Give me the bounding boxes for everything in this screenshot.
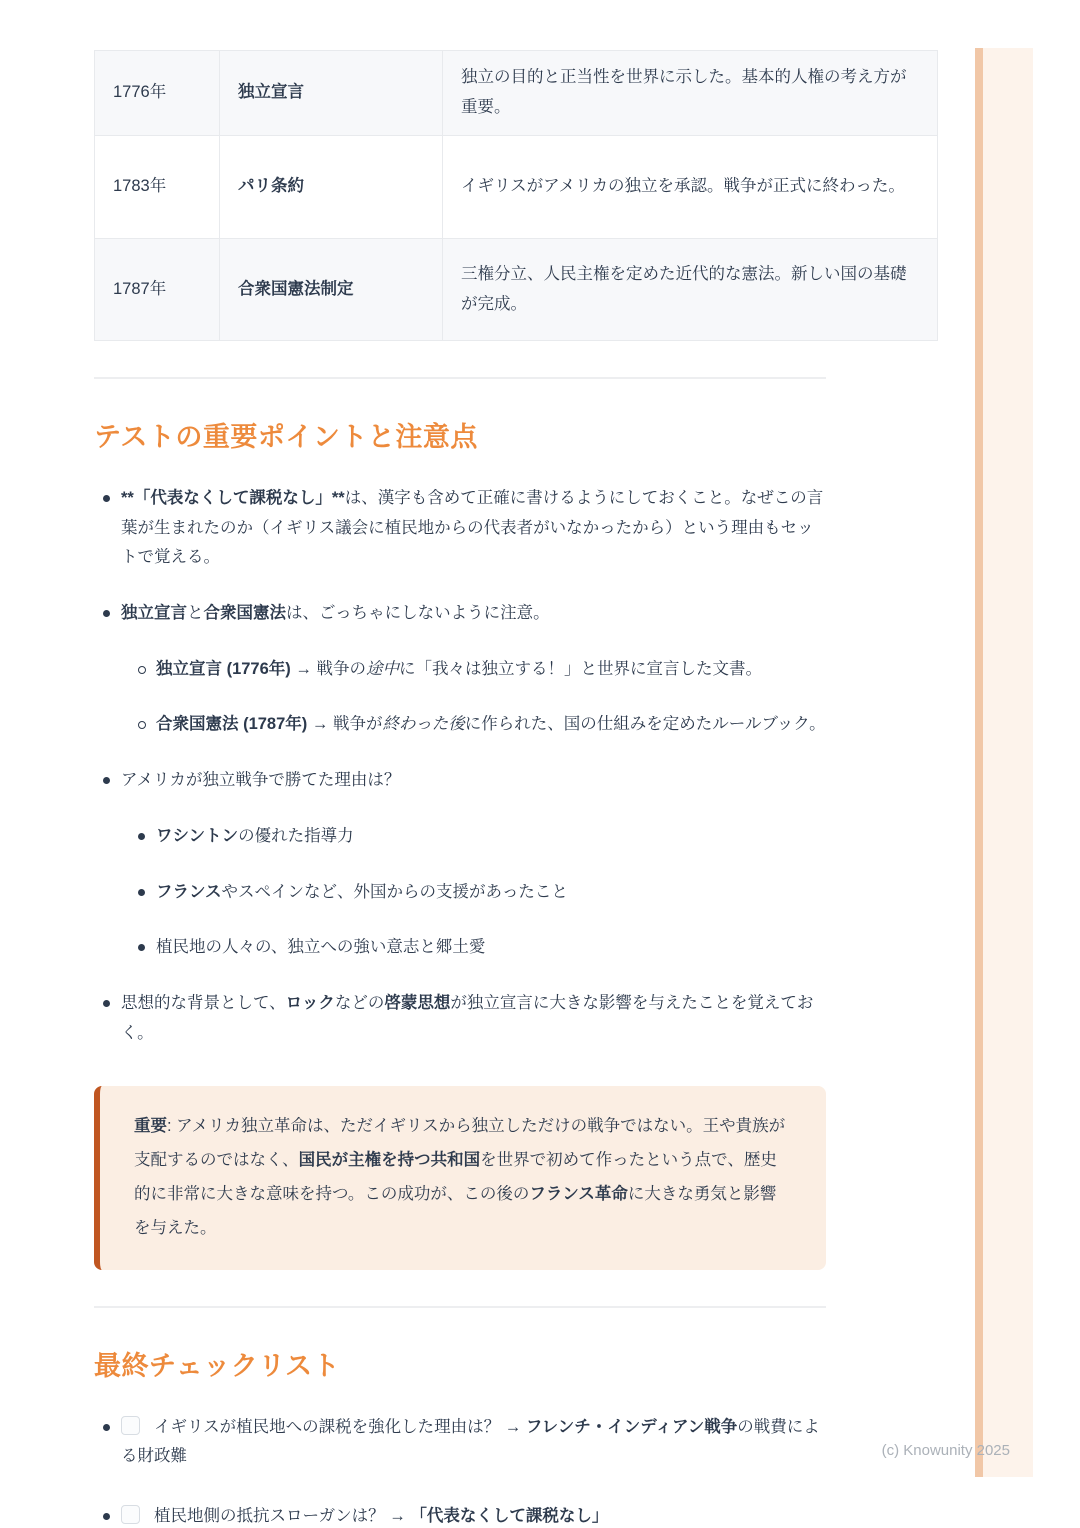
text-segment: 独立宣言 — [121, 604, 187, 623]
page-content — [94, 0, 907, 1528]
bullet-text — [156, 710, 826, 740]
right-margin-stripe-line — [975, 48, 983, 1477]
text-segment: の優れた指導力 — [238, 826, 354, 845]
event-cell: パリ条約 — [220, 136, 443, 239]
section-title-key-points: テストの重要ポイントと注意点 — [94, 422, 478, 452]
text-segment: は、漢字も含めて正確に書けるようにしておくこと。なぜこの言葉が生まれたのか（イギリス議会に植民地からの代表者がいなかったから）という理由もセットで覚える。 — [121, 489, 824, 567]
text-segment: 独立宣言 (1776年) — [156, 659, 291, 678]
key-points-list — [94, 484, 826, 1048]
text-segment: 植民地の人々の、独立への強い意志と郷土愛 — [156, 938, 486, 957]
text-segment: と — [187, 604, 204, 623]
description-cell: 三権分立、人民主権を定めた近代的な憲法。新しい国の基礎が完成。 — [443, 239, 938, 341]
text-segment: ワシントン — [156, 826, 239, 845]
sub-bullet-item — [129, 878, 826, 908]
text-segment: 途中 — [365, 659, 399, 678]
bullet-text — [121, 484, 826, 573]
bullet-marker — [103, 1424, 110, 1431]
text-segment: などの — [334, 993, 385, 1012]
text-segment: 国民が主権を持つ共和国 — [298, 1151, 481, 1170]
checklist-text — [121, 1502, 826, 1528]
text-segment: に「我々は独立する！」と世界に宣言した文書。 — [398, 659, 762, 678]
text-segment: 合衆国憲法 (1787年) — [156, 715, 308, 734]
bullet-marker — [138, 721, 146, 729]
table-row — [95, 51, 938, 136]
bullet-text — [156, 655, 826, 685]
checkbox[interactable] — [121, 1505, 140, 1524]
text-segment: の戦費による財政難 — [121, 1417, 820, 1466]
right-margin-stripe — [983, 48, 1033, 1477]
section-title-checklist: 最終チェックリスト — [94, 1350, 341, 1381]
text-segment: やスペインなど、外国からの支援があったこと — [221, 882, 568, 901]
timeline-table — [94, 50, 938, 341]
bullet-text — [121, 766, 826, 796]
text-segment: 終わった後 — [382, 715, 465, 734]
text-segment: フランス — [156, 882, 222, 901]
important-callout — [94, 1086, 826, 1269]
section-divider-2 — [94, 1306, 826, 1308]
text-segment: は、ごっちゃにしないように注意。 — [286, 604, 550, 623]
bullet-text — [156, 878, 826, 908]
table-row — [95, 239, 938, 341]
table-row — [95, 136, 938, 239]
year-cell: 1783年 — [95, 136, 220, 239]
description-cell: イギリスがアメリカの独立を承認。戦争が正式に終わった。 — [443, 136, 938, 239]
sub-bullet-item — [129, 655, 826, 685]
checklist-item — [94, 1413, 826, 1472]
text-segment: 「代表なくして課税なし」 — [410, 1506, 609, 1525]
bullet-item — [94, 599, 826, 629]
bullet-marker — [138, 944, 145, 951]
text-segment: 啓蒙思想 — [384, 993, 451, 1012]
event-cell: 合衆国憲法制定 — [220, 239, 443, 341]
text-segment: イギリスが植民地への課税を強化した理由は？ → — [154, 1417, 526, 1436]
bullet-item — [94, 989, 826, 1048]
text-segment: **「代表なくして課税なし」** — [121, 489, 345, 507]
bullet-marker — [138, 889, 145, 896]
timeline-table-body — [95, 51, 938, 341]
text-segment: が独立宣言に大きな影響を与えたことを覚えておく。 — [121, 993, 814, 1042]
text-segment: 植民地側の抵抗スローガンは？ → — [154, 1506, 411, 1525]
section-divider — [94, 377, 826, 379]
sub-bullet-item — [129, 710, 826, 740]
bullet-marker — [103, 1513, 110, 1520]
bullet-marker — [103, 610, 110, 617]
checklist-text — [121, 1413, 826, 1472]
text-segment: 思想的な背景として、 — [121, 993, 286, 1012]
bullet-marker — [103, 1000, 110, 1007]
bullet-text — [121, 599, 826, 629]
text-segment: を世界で初めて作ったという点で、歴史的に非常に大きな意味を持つ。この成功が、この後の — [134, 1151, 777, 1203]
year-cell: 1776年 — [95, 51, 220, 136]
text-segment: に大きな勇気と影響を与えた。 — [134, 1184, 777, 1237]
callout-text — [134, 1110, 792, 1245]
checklist-item — [94, 1502, 826, 1528]
bullet-text — [156, 822, 826, 852]
year-cell: 1787年 — [95, 239, 220, 341]
bullet-marker — [138, 666, 146, 674]
checkbox[interactable] — [121, 1416, 140, 1435]
bullet-text — [156, 933, 826, 963]
sub-bullet-item — [129, 933, 826, 963]
text-segment: フレンチ・インディアン戦争 — [525, 1417, 738, 1436]
text-segment: フランス革命 — [529, 1184, 628, 1203]
text-segment: ロック — [285, 993, 335, 1012]
description-cell: 独立の目的と正当性を世界に示した。基本的人権の考え方が重要。 — [443, 51, 938, 136]
sub-bullet-item — [129, 822, 826, 852]
text-segment: 合衆国憲法 — [203, 604, 286, 623]
text-segment: 重要 — [134, 1117, 167, 1136]
text-segment: に作られた、国の仕組みを定めたルールブック。 — [464, 715, 826, 734]
text-segment: → 戦争が — [307, 715, 383, 734]
bullet-marker — [103, 777, 110, 784]
text-segment: : アメリカ独立革命は、ただイギリスから独立しただけの戦争ではない。王や貴族が支配するのではなく、 — [134, 1117, 786, 1170]
text-segment: → 戦争の — [290, 659, 366, 678]
bullet-item — [94, 484, 826, 573]
final-checklist — [94, 1413, 826, 1528]
bullet-text — [121, 989, 826, 1048]
footer-copyright: (c) Knowunity 2025 — [881, 1442, 1010, 1459]
bullet-marker — [138, 833, 145, 840]
text-segment: アメリカが独立戦争で勝てた理由は？ — [121, 771, 401, 790]
bullet-marker — [103, 495, 110, 502]
event-cell: 独立宣言 — [220, 51, 443, 136]
bullet-item — [94, 766, 826, 796]
